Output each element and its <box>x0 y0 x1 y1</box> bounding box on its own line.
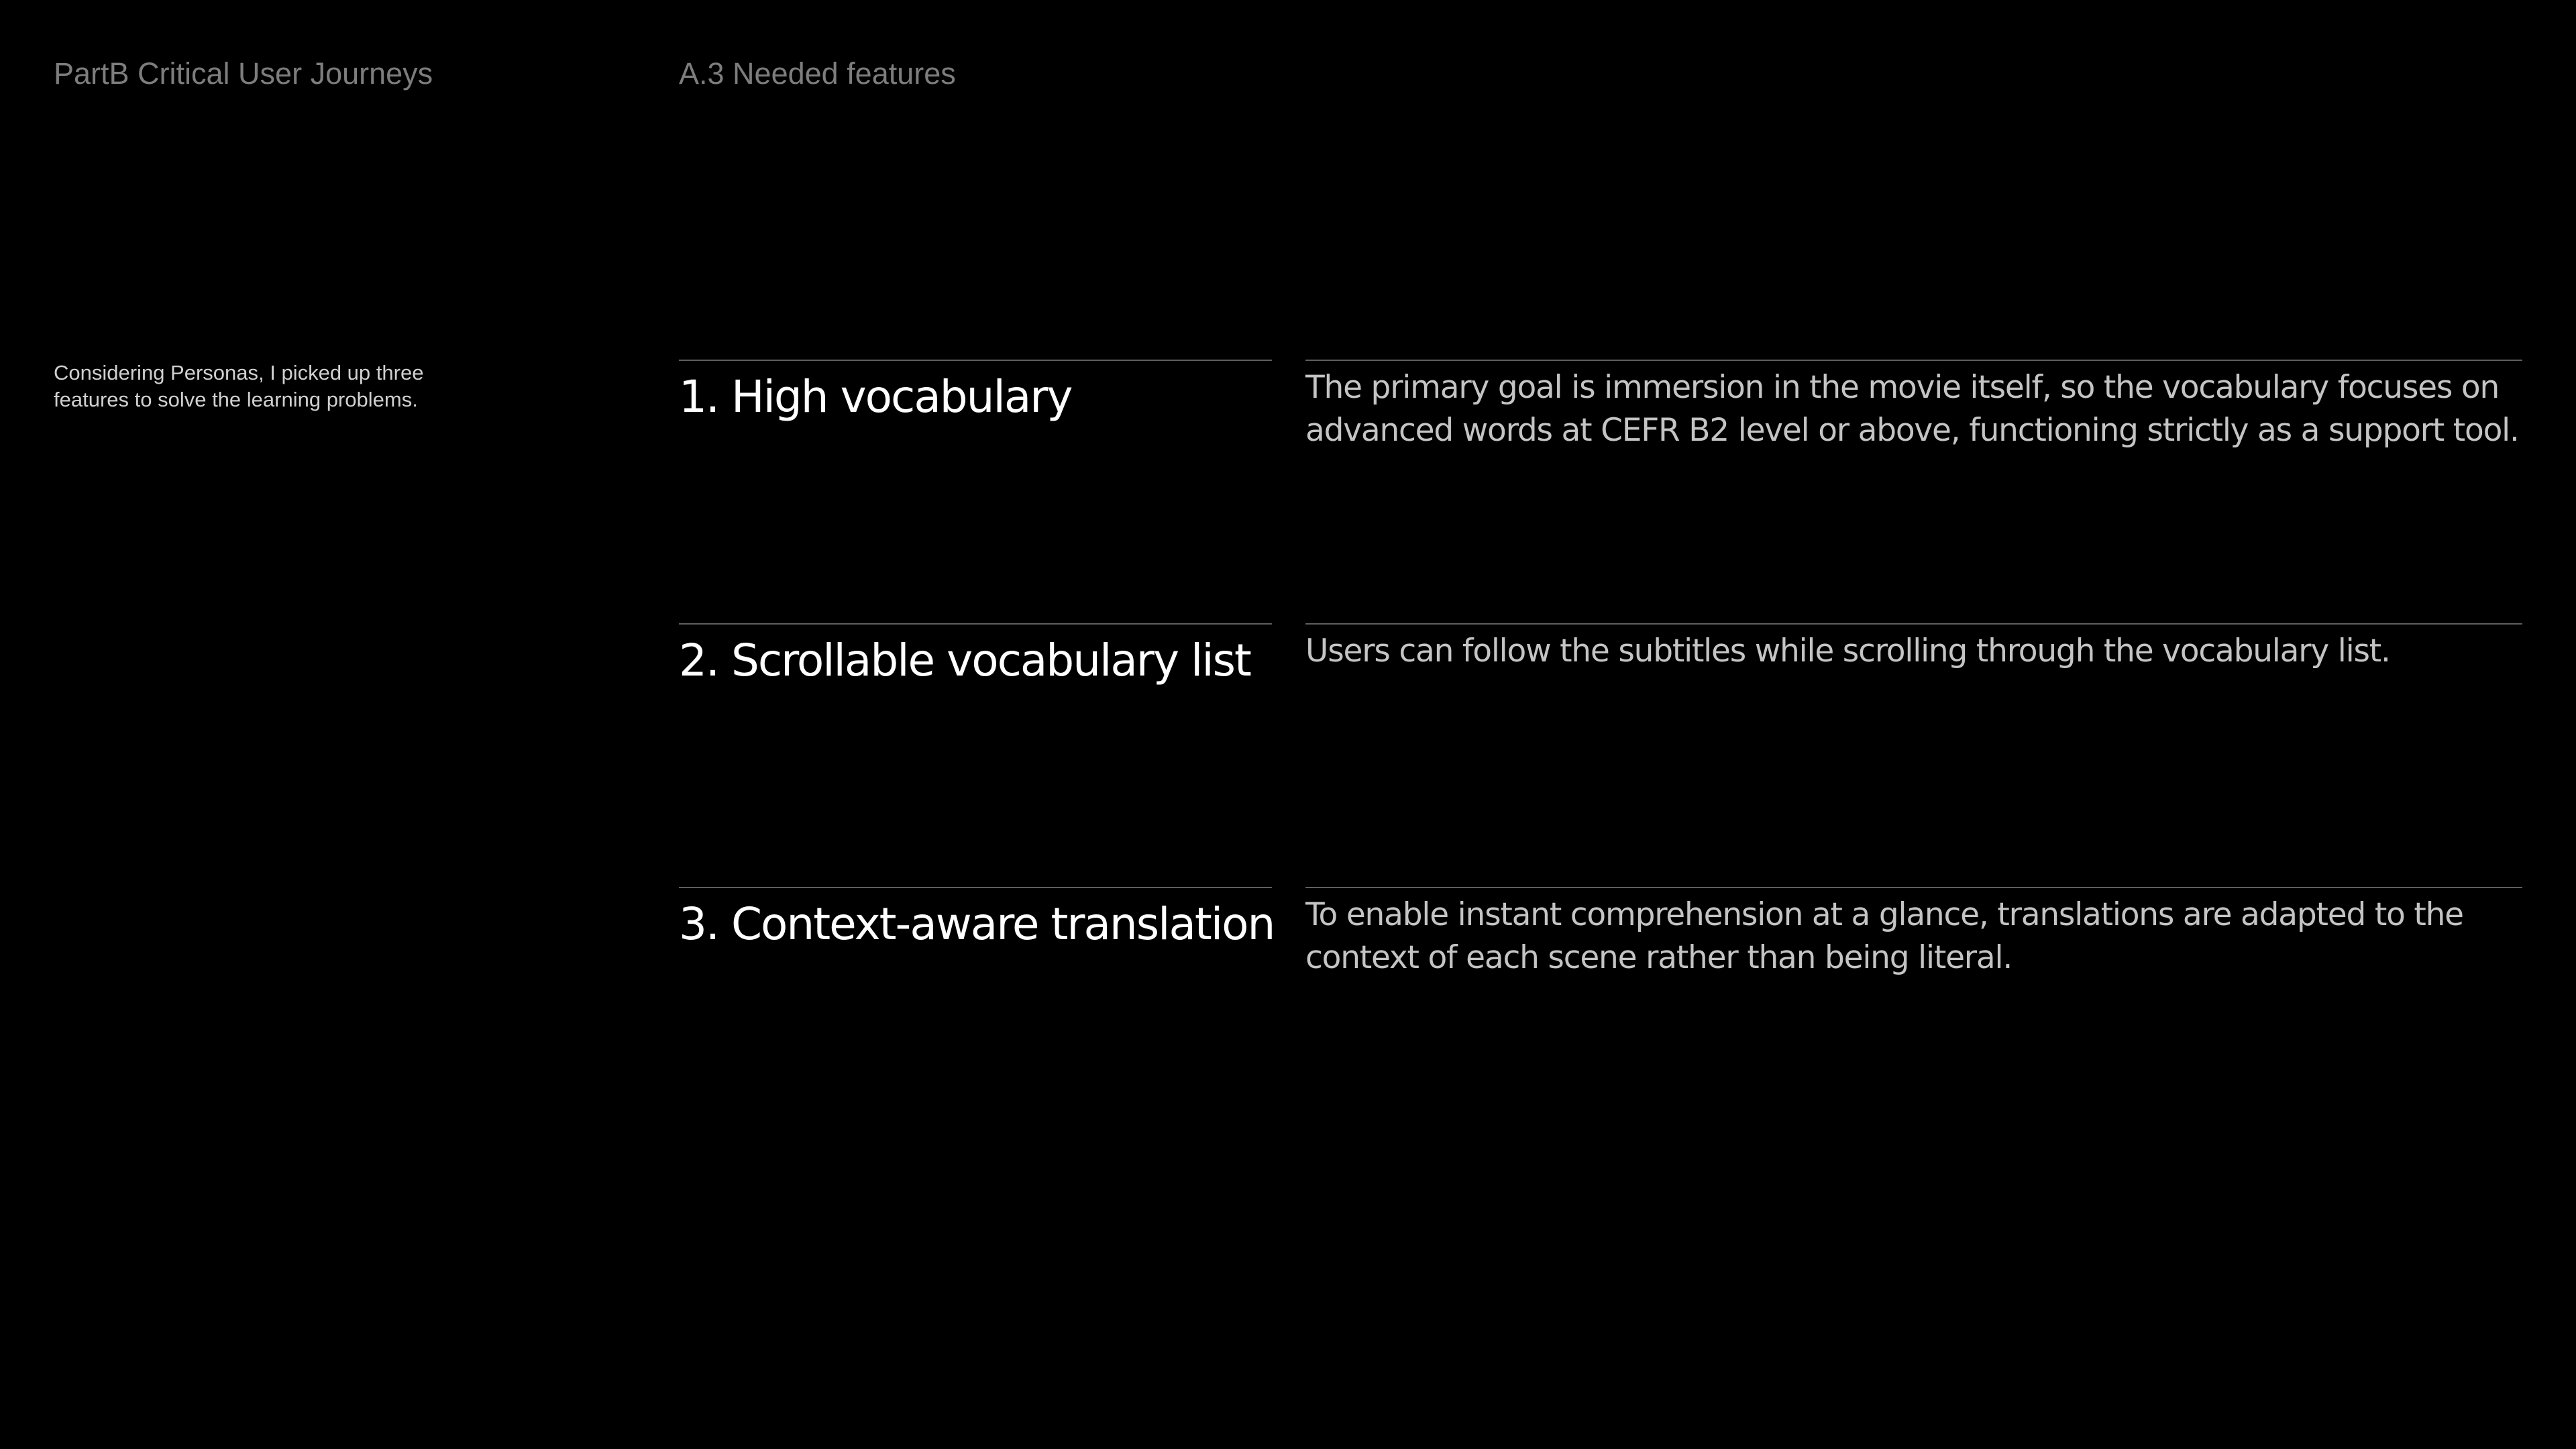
feature-row <box>679 360 2522 561</box>
feature-row <box>679 887 2522 1088</box>
subsection-title: A.3 Needed features <box>679 56 956 91</box>
feature-title: 1. High vocabulary <box>679 360 1272 431</box>
intro-text: Considering Personas, I picked up three features to solve the learning problems. <box>54 361 424 411</box>
feature-title: 3. Context-aware translation <box>679 887 1272 958</box>
feature-row <box>679 623 2522 824</box>
feature-description: The primary goal is immersion in the movie itself, so the vocabulary focuses on advanced words at CEFR B2 level or above, functioning strictly as a support tool. <box>1305 360 2522 452</box>
section-title: PartB Critical User Journeys <box>54 56 433 91</box>
feature-description: To enable instant comprehension at a glance, translations are adapted to the context of each scene rather than being literal. <box>1305 887 2522 979</box>
feature-description: Users can follow the subtitles while scrolling through the vocabulary list. <box>1305 623 2522 673</box>
feature-title: 2. Scrollable vocabulary list <box>679 623 1272 694</box>
